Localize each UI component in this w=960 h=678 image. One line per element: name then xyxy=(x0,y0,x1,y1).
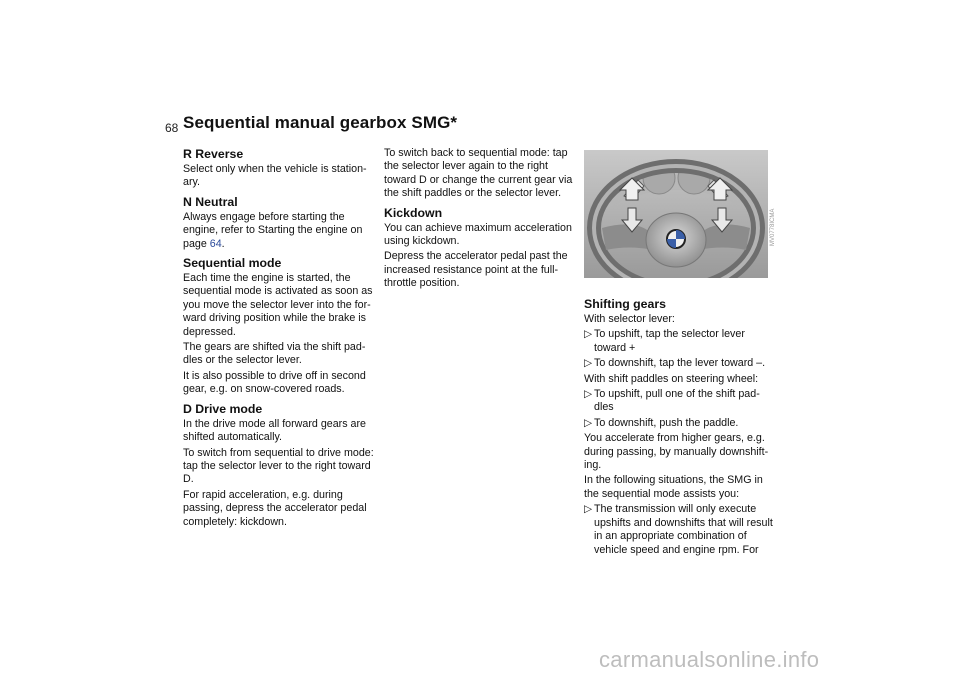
section-heading-shifting-gears: Shifting gears xyxy=(584,297,666,311)
neutral-text-end: . xyxy=(221,237,225,250)
drive-p1: In the drive mode all forward gears are shifted automatically. xyxy=(183,417,366,444)
drive-p2: To switch from sequential to drive mode: tap the selector lever to the right toward D. xyxy=(183,446,374,486)
column-left xyxy=(183,147,378,534)
steering-wheel-figure xyxy=(584,150,768,278)
section-drive-mode xyxy=(183,402,378,529)
section-switch-back xyxy=(384,147,582,201)
bullet-arrow-icon: ▷ xyxy=(584,357,593,370)
bullet-text: The transmission will only execute upshifts and downshifts that will result in an appropriate combination of vehicle speed and engine rpm. For xyxy=(594,503,773,556)
column-right xyxy=(584,297,779,559)
shifting-p2: With shift paddles on steering wheel: xyxy=(584,372,759,385)
section-heading-drive-mode: D Drive mode xyxy=(183,401,263,416)
neutral-text xyxy=(183,211,378,251)
shifting-p3: You accelerate from higher gears, e.g. during passing, by manually downshift-ing. xyxy=(584,432,769,472)
bullet-arrow-icon: ▷ xyxy=(584,328,593,341)
section-heading-neutral: N Neutral xyxy=(183,194,238,209)
watermark: carmanualsonline.info xyxy=(599,647,820,672)
section-reverse xyxy=(183,147,378,190)
kickdown-p1: You can achieve maximum acceleration using kickdown. xyxy=(384,221,572,248)
steering-wheel-illustration xyxy=(584,150,768,278)
section-heading-kickdown: Kickdown xyxy=(384,205,443,220)
bullet-item xyxy=(584,417,779,430)
bullet-item xyxy=(584,503,779,557)
drive-p3: For rapid acceleration, e.g. during passing, depress the accelerator pedal completely: kickdown. xyxy=(183,488,367,528)
sequential-p1: Each time the engine is started, the sequential mode is activated as soon as you move the selector lever into the for-ward driving position while the brake is depressed. xyxy=(183,272,373,338)
reverse-text: Select only when the vehicle is station-ary. xyxy=(183,163,367,189)
bullet-item xyxy=(584,388,779,415)
sequential-p3: It is also possible to drive off in second gear, e.g. on snow-covered roads. xyxy=(183,369,366,396)
bullet-item xyxy=(584,357,779,370)
column-middle xyxy=(384,147,582,296)
bullet-text: To upshift, pull one of the shift pad-dles xyxy=(594,388,760,414)
kickdown-p2: Depress the accelerator pedal past the increased resistance point at the full-throttle position. xyxy=(384,250,568,290)
section-kickdown xyxy=(384,206,582,291)
neutral-text-body: Always engage before starting the engine, refer to Starting the engine on page xyxy=(183,210,363,250)
bullet-item xyxy=(584,328,779,355)
shifting-p4: In the following situations, the SMG in the sequential mode assists you: xyxy=(584,474,763,500)
bullet-arrow-icon: ▷ xyxy=(584,503,593,516)
page-title: Sequential manual gearbox SMG* xyxy=(183,113,458,132)
figure-code: MV0778ICMA xyxy=(770,208,776,246)
bullet-arrow-icon: ▷ xyxy=(584,388,593,401)
section-sequential-mode xyxy=(183,256,378,397)
switch-back-text: To switch back to sequential mode: tap the selector lever again to the right toward D or change the current gear via the shift paddles or the selector lever. xyxy=(384,147,573,200)
section-neutral xyxy=(183,195,378,251)
bullet-arrow-icon: ▷ xyxy=(584,416,593,429)
section-heading-reverse: R Reverse xyxy=(183,147,244,161)
bullet-text: To downshift, tap the lever toward –. xyxy=(594,357,766,370)
section-heading-sequential-mode: Sequential mode xyxy=(183,256,282,271)
sequential-p2: The gears are shifted via the shift pad-dles or the selector lever. xyxy=(183,341,366,367)
page-link-64[interactable]: 64 xyxy=(209,237,222,250)
bullet-text: To upshift, tap the selector lever toward + xyxy=(594,328,745,354)
bullet-text: To downshift, push the paddle. xyxy=(594,416,739,429)
page-number: 68 xyxy=(165,121,179,135)
shifting-p1: With selector lever: xyxy=(584,313,675,325)
